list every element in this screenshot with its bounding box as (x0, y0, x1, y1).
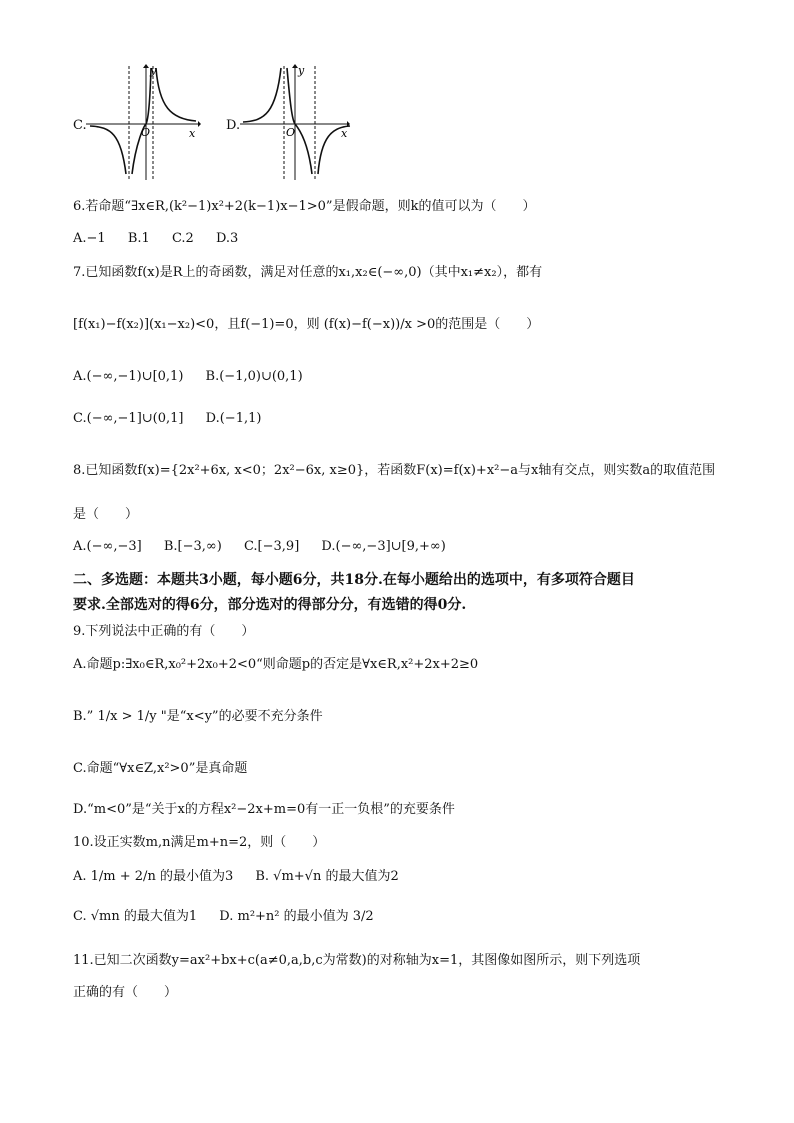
option-b: B.(−1,0)∪(0,1) (205, 369, 303, 384)
question-7-options-row1 (73, 370, 321, 383)
option-b: B. √m+√n 的最大值为2 (255, 869, 399, 884)
option-d: D.3 (215, 231, 239, 246)
option-c: C.2 (171, 231, 194, 246)
option-d: D. m²+n² 的最小值为 3/2 (219, 909, 374, 924)
axis-x-label: x (189, 127, 196, 140)
graph-c (86, 62, 201, 180)
option-d-label: D. (226, 118, 241, 133)
question-8-options (73, 540, 464, 553)
question-7-condition: [f(x₁)−f(x₂)](x₁−x₂)<0，且f(−1)=0，则 (f(x)−f(−x))/x >0的范围是（ ） (73, 317, 540, 332)
axis-x-label: x (341, 127, 348, 140)
axis-y-label: y (150, 64, 157, 77)
option-a: A.(−∞,−3] (73, 539, 142, 554)
option-a: A. 1/m + 2/n 的最小值为3 (73, 869, 234, 884)
origin-label: O (286, 126, 296, 139)
option-a: A.(−∞,−1)∪[0,1) (73, 369, 184, 384)
option-d: D.(−1,1) (205, 411, 262, 426)
option-c: C.(−∞,−1]∪(0,1] (73, 411, 184, 426)
section-2-heading: 二、多选题：本题共3小题，每小题6分，共18分.在每小题给出的选项中，有多项符合题目 (73, 572, 635, 588)
question-8-stem-cont: 是（ ） (73, 507, 139, 522)
question-10-options-row2 (73, 910, 392, 923)
question-7-stem: 7.已知函数f(x)是R上的奇函数，满足对任意的x₁,x₂∈(−∞,0)（其中x₁≠x₂），都有 (73, 265, 543, 280)
question-6-options (73, 232, 256, 245)
graph-d (240, 62, 355, 180)
origin-label: O (141, 126, 151, 139)
option-c: C.[−3,9] (243, 539, 300, 554)
question-10-stem: 10.设正实数m,n满足m+n=2，则（ ） (73, 835, 326, 850)
question-9-option-a: A.命题p:∃x₀∈R,x₀²+2x₀+2<0“则命题p的否定是∀x∈R,x²+2x+2≥0 (73, 657, 479, 672)
question-6-stem: 6.若命题“∃x∈R,(k²−1)x²+2(k−1)x−1>0”是假命题，则k的值可以为（ ） (73, 199, 536, 214)
option-c-label: C. (73, 118, 87, 133)
option-c: C. √mn 的最大值为1 (73, 909, 198, 924)
option-b: B.1 (127, 231, 150, 246)
option-d: D.(−∞,−3]∪[9,+∞) (321, 539, 446, 554)
axis-y-label: y (298, 64, 305, 77)
question-7-options-row2 (73, 412, 279, 425)
question-9-option-b: B.” 1/x > 1/y "是“x<y”的必要不充分条件 (73, 709, 323, 724)
question-10-options-row1 (73, 870, 417, 883)
section-2-heading-cont: 要求.全部选对的得6分，部分选对的得部分分，有选错的得0分. (73, 597, 467, 613)
question-11-stem-cont: 正确的有（ ） (73, 985, 178, 1000)
question-9-option-c: C.命题“∀x∈Z,x²>0”是真命题 (73, 761, 248, 776)
question-9-stem: 9.下列说法中正确的有（ ） (73, 624, 255, 639)
option-b: B.[−3,∞) (163, 539, 222, 554)
question-8-stem: 8.已知函数f(x)={2x²+6x, x<0；2x²−6x, x≥0}，若函数F(x)=f(x)+x²−a与x轴有交点，则实数a的取值范围 (73, 463, 716, 478)
question-11-stem: 11.已知二次函数y=ax²+bx+c(a≠0,a,b,c为常数)的对称轴为x=1，其图像如图所示，则下列选项 (73, 953, 641, 968)
question-9-option-d: D.“m<0”是“关于x的方程x²−2x+m=0有一正一负根”的充要条件 (73, 802, 455, 817)
option-a: A.−1 (73, 231, 106, 246)
